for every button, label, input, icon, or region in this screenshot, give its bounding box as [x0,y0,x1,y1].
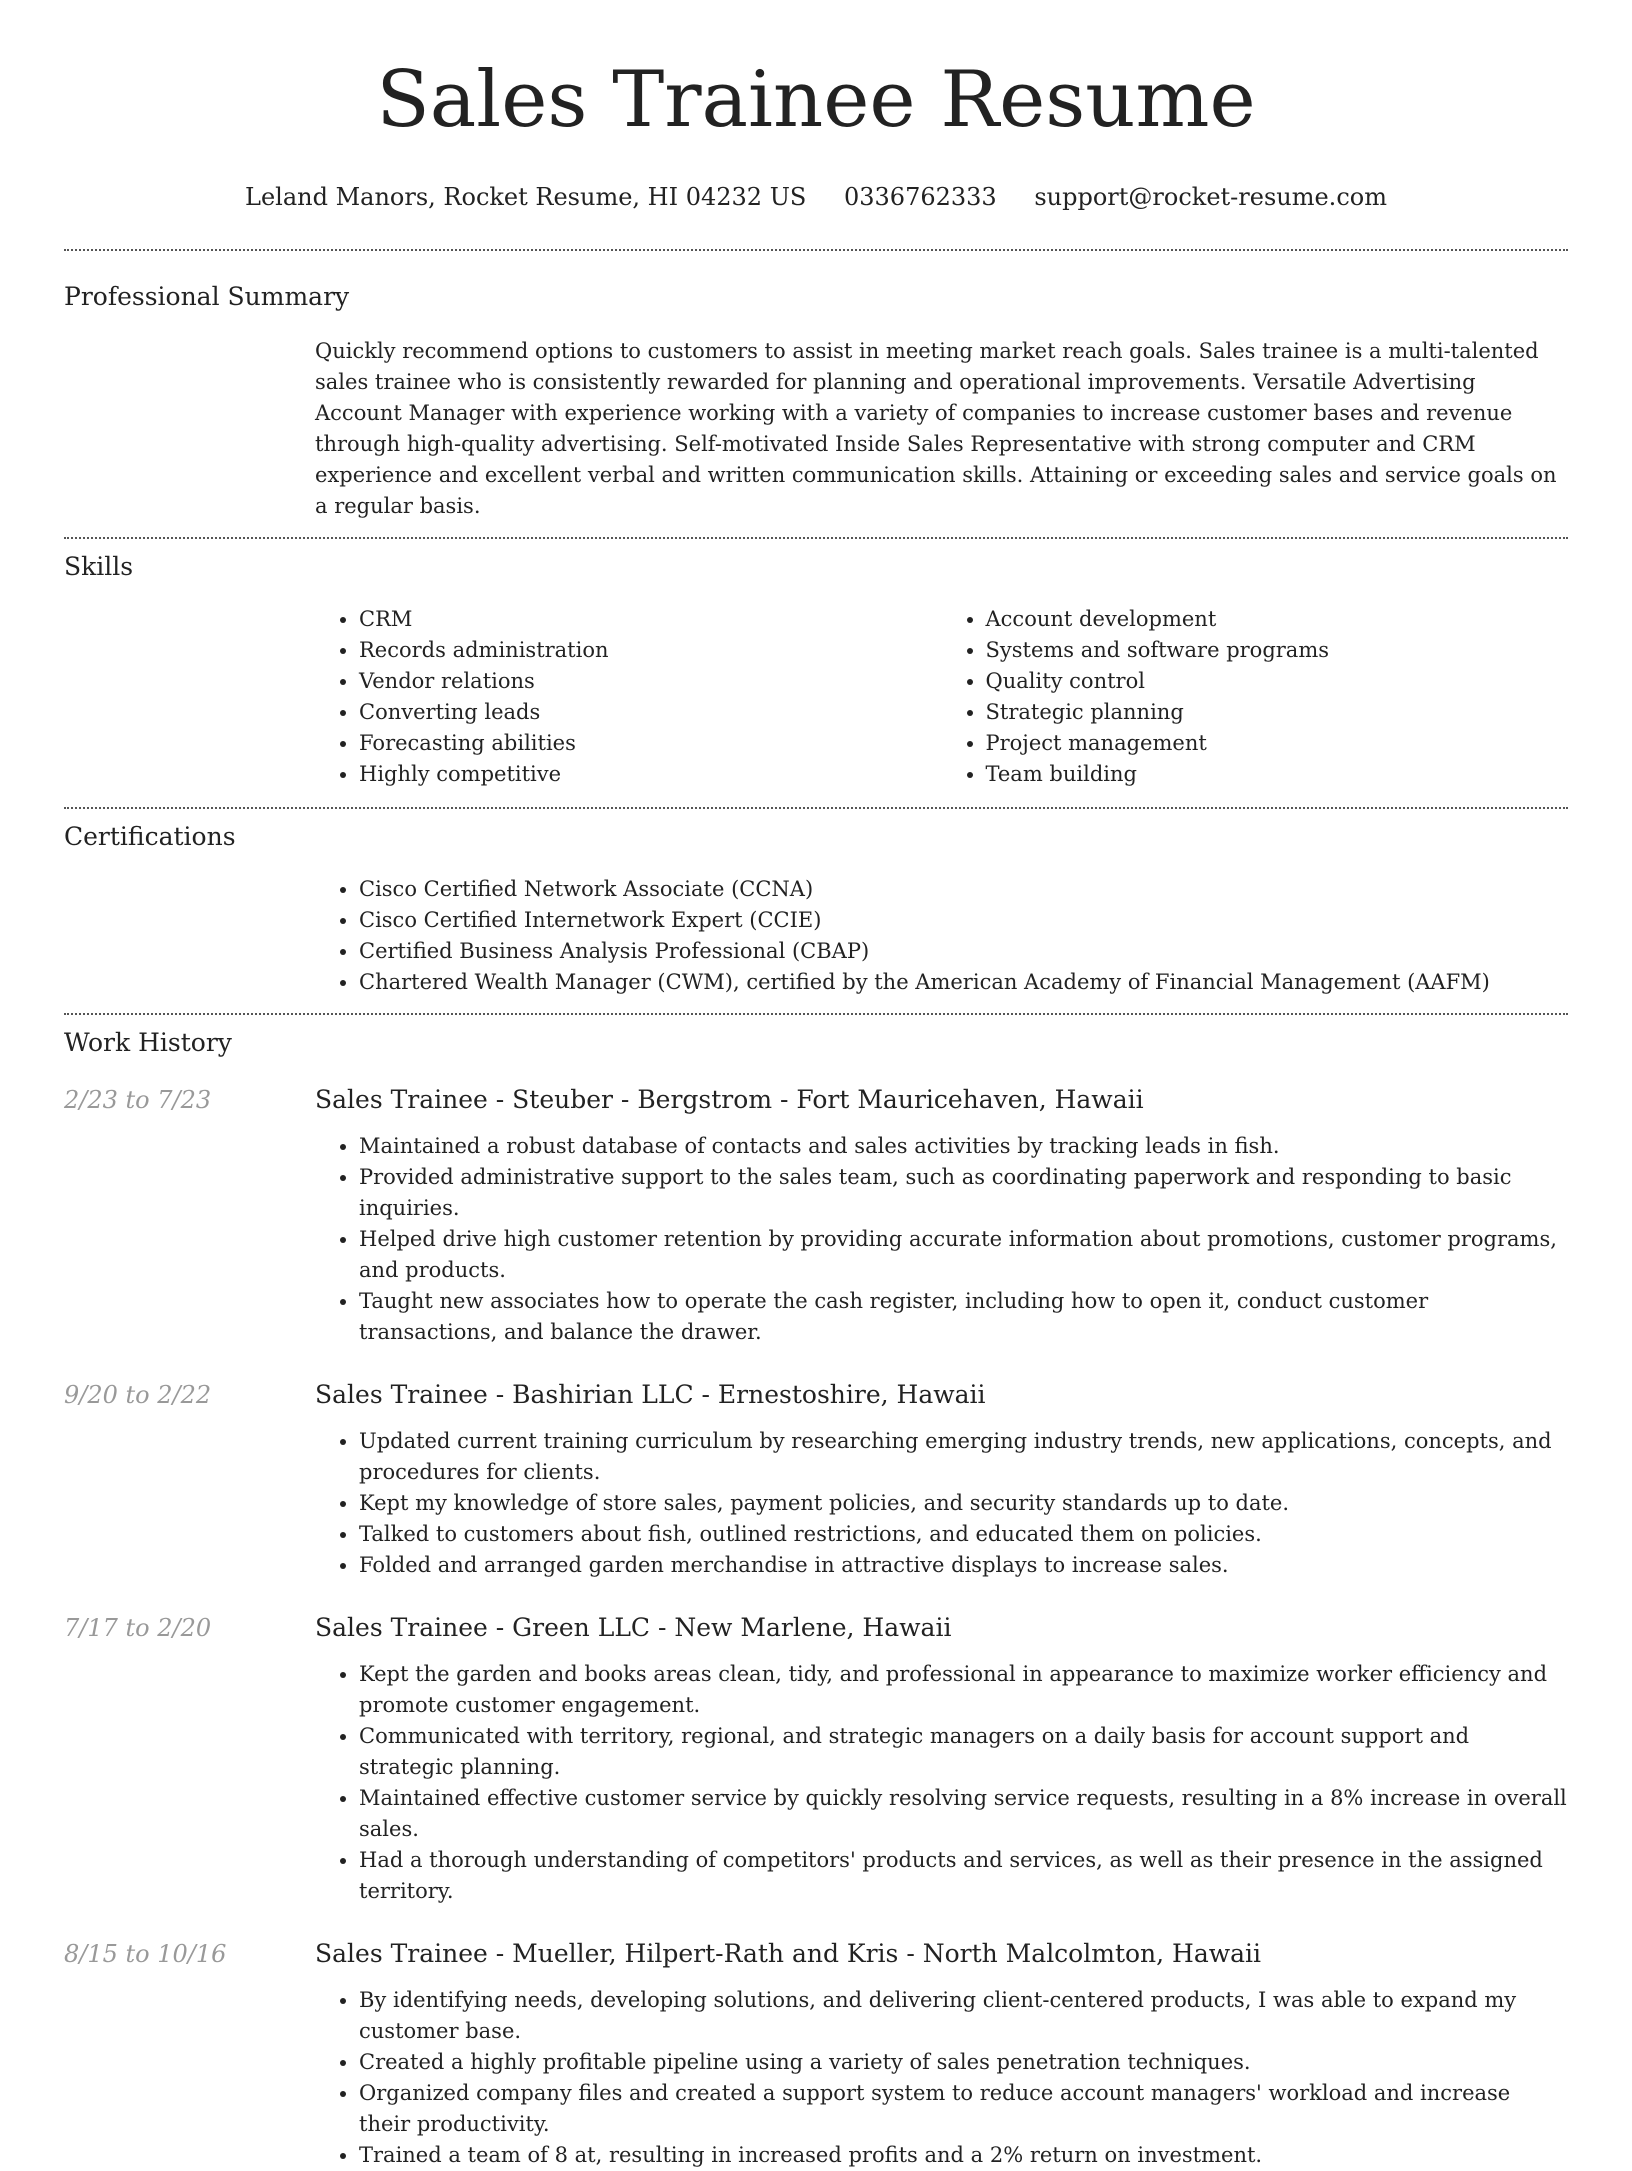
skill-item: • Vendor relations [359,666,942,697]
skill-item: • Project management [986,728,1569,759]
skill-item: • Records administration [359,635,942,666]
certification-item: • Certified Business Analysis Professional (CBAP) [359,936,1568,967]
job-bullet: • Taught new associates how to operate the cash register, including how to open it, conduct customer transactions, and balance the drawer. [359,1286,1568,1348]
contact-email: support@rocket-resume.com [1034,183,1387,211]
job-bullets [315,1131,1568,1348]
skills-list-left [315,604,942,790]
job-bullets [315,1426,1568,1581]
job-dates: 9/20 to 2/22 [64,1381,212,1409]
job-bullet: • Maintained a robust database of contacts and sales activities by tracking leads in fish. [359,1131,1568,1162]
summary-section [64,251,1568,522]
job-bullets [315,1985,1568,2171]
skill-item: • Systems and software programs [986,635,1569,666]
job-bullet: • Provided administrative support to the sales team, such as coordinating paperwork and responding to basic inquiries. [359,1162,1568,1224]
job-entry [64,1379,1568,1581]
contact-phone: 0336762333 [844,183,997,211]
job-entry [64,1084,1568,1348]
skills-grid [315,604,1568,790]
job-bullets [315,1659,1568,1907]
job-bullet: • Talked to customers about fish, outlined restrictions, and educated them on policies. [359,1519,1568,1550]
skill-item: • Quality control [986,666,1569,697]
work-history-heading: Work History [64,1028,232,1057]
job-bullet: • Organized company files and created a support system to reduce account managers' workload and increase their productivity. [359,2078,1568,2140]
certification-item: • Cisco Certified Internetwork Expert (CCIE) [359,905,1568,936]
summary-text: Quickly recommend options to customers to assist in meeting market reach goals. Sales trainee is a multi-talented sales trainee who is consistently rewarded for planning and operational improvements. Versatile Advertising Account Manager with experience working with a variety of companies to increase customer bases and revenue through high-quality advertising. Self-motivated Inside Sales Representative with strong computer and CRM experience and excellent verbal and written communication skills. Attaining or exceeding sales and service goals on a regular basis. [315,339,1557,518]
resume-page [64,0,1568,2171]
job-details [315,1612,1568,1907]
skills-heading: Skills [64,552,134,581]
job-bullet: • Created a highly profitable pipeline using a variety of sales penetration techniques. [359,2047,1568,2078]
job-bullet: • Kept the garden and books areas clean, tidy, and professional in appearance to maximize worker efficiency and promote customer engagement. [359,1659,1568,1721]
job-bullet: • By identifying needs, developing solutions, and delivering client-centered products, I was able to expand my customer base. [359,1985,1568,2047]
job-dates: 8/15 to 10/16 [64,1940,227,1968]
job-title: Sales Trainee - Steuber - Bergstrom - Fort Mauricehaven, Hawaii [315,1085,1144,1114]
job-bullet: • Folded and arranged garden merchandise in attractive displays to increase sales. [359,1550,1568,1581]
summary-body [315,336,1568,522]
skill-item: • CRM [359,604,942,635]
job-entry [64,1938,1568,2171]
job-bullet: • Kept my knowledge of store sales, payment policies, and security standards up to date. [359,1488,1568,1519]
job-bullet: • Maintained effective customer service by quickly resolving service requests, resulting in a 8% increase in overall sales. [359,1783,1568,1845]
contact-line [64,182,1568,212]
job-bullet: • Trained a team of 8 at, resulting in increased profits and a 2% return on investment. [359,2140,1568,2171]
skills-section [64,539,1568,790]
job-details [315,1938,1568,2171]
summary-heading: Professional Summary [64,282,350,311]
job-bullet: • Updated current training curriculum by researching emerging industry trends, new applications, concepts, and procedures for clients. [359,1426,1568,1488]
skill-item: • Highly competitive [359,759,942,790]
job-dates: 7/17 to 2/20 [64,1614,212,1642]
skill-item: • Converting leads [359,697,942,728]
certifications-section [64,809,1568,998]
job-details [315,1084,1568,1348]
certification-item: • Cisco Certified Network Associate (CCNA) [359,874,1568,905]
job-entry [64,1612,1568,1907]
job-dates: 2/23 to 7/23 [64,1086,212,1114]
certifications-body [315,874,1568,998]
certification-item: • Chartered Wealth Manager (CWM), certified by the American Academy of Financial Management (AAFM) [359,967,1568,998]
job-details [315,1379,1568,1581]
job-bullet: • Communicated with territory, regional, and strategic managers on a daily basis for account support and strategic planning. [359,1721,1568,1783]
certifications-list [315,874,1568,998]
skill-item: • Team building [986,759,1569,790]
job-title: Sales Trainee - Mueller, Hilpert-Rath and Kris - North Malcolmton, Hawaii [315,1939,1262,1968]
skill-item: • Forecasting abilities [359,728,942,759]
contact-address: Leland Manors, Rocket Resume, HI 04232 US [245,183,807,211]
job-title: Sales Trainee - Bashirian LLC - Ernestoshire, Hawaii [315,1380,986,1409]
skill-item: • Account development [986,604,1569,635]
resume-title: Sales Trainee Resume [376,55,1256,145]
skills-list-right [942,604,1569,790]
job-title: Sales Trainee - Green LLC - New Marlene, Hawaii [315,1613,952,1642]
skill-item: • Strategic planning [986,697,1569,728]
certifications-heading: Certifications [64,822,236,851]
job-bullet: • Helped drive high customer retention by providing accurate information about promotions, customer programs, and products. [359,1224,1568,1286]
job-bullet: • Had a thorough understanding of competitors' products and services, as well as their presence in the assigned territory. [359,1845,1568,1907]
work-history-section [64,1015,1568,2171]
